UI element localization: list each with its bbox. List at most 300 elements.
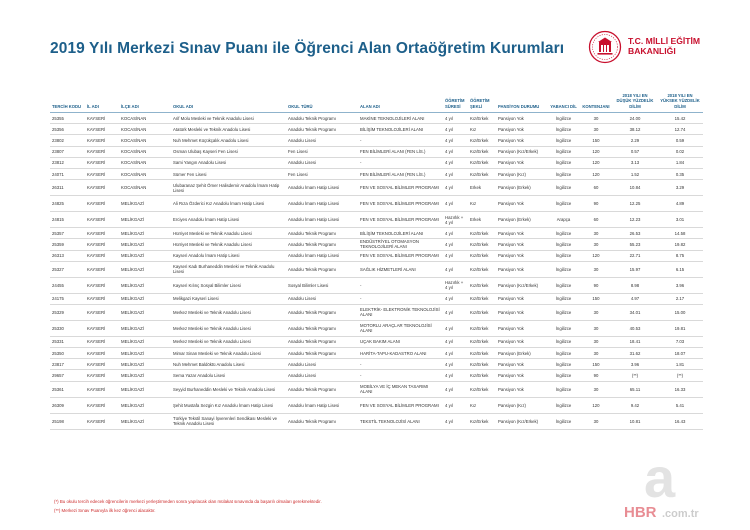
table-cell: İngilizce (548, 277, 579, 293)
table-cell: 19.82 (657, 239, 703, 250)
table-row (50, 168, 703, 179)
table-cell: İngilizce (548, 239, 579, 250)
table-cell: İngilizce (548, 413, 579, 429)
table-cell: Anadolu Teknik Programı (286, 228, 358, 239)
table-cell: Kız/Erkek (468, 304, 496, 320)
table-cell: İngilizce (548, 228, 579, 239)
page-title: 2019 Yılı Merkezi Sınav Puanı ile Öğrenci Alan Ortaöğretim Kurumları (50, 40, 565, 57)
table-cell: - (358, 157, 443, 168)
table-cell: Kız/Erkek (468, 135, 496, 146)
table-cell: FEN VE SOSYAL BİLİMLER PROGRAMI (358, 212, 443, 228)
table-cell: Pansiyon Yok (496, 228, 548, 239)
table-cell: Kız/Erkek (468, 348, 496, 359)
table-cell: Pansiyon (Kız/Erkek) (496, 413, 548, 429)
table-cell: 16.43 (657, 413, 703, 429)
table-cell: KAYSERİ (85, 196, 119, 212)
table-cell: UÇAK BAKIM ALANI (358, 336, 443, 347)
table-cell: Kayseri Anadolu İmam Hatip Lisesi (171, 250, 286, 261)
table-cell: 25350 (50, 348, 85, 359)
table-cell: 150 (579, 293, 613, 304)
table-cell: Anadolu Lisesi (286, 370, 358, 381)
table-cell: 26313 (50, 250, 85, 261)
table-cell: İngilizce (548, 381, 579, 397)
table-header-row (50, 85, 703, 113)
table-cell: Anadolu Teknik Programı (286, 261, 358, 277)
table-cell: Fen Lisesi (286, 168, 358, 179)
table-cell: Anadolu Teknik Programı (286, 413, 358, 429)
table-cell: 4 yıl (443, 413, 468, 429)
table-cell: 150 (579, 135, 613, 146)
table-cell: Kayseri Kılınç Sosyal Bilimler Lisesi (171, 277, 286, 293)
table-cell: 3.13 (613, 157, 657, 168)
table-body (50, 113, 703, 430)
table-cell: 8.98 (613, 277, 657, 293)
table-cell: 24071 (50, 168, 85, 179)
table-row (50, 228, 703, 239)
table-cell: KAYSERİ (85, 413, 119, 429)
footnote-mulakat: (*) Bu okulu tercih edecek öğrencilerin merkezi yerleştirmeden sonra yapılacak olan mülakat sınavında da başarılı olmaları gerekmektedir. (54, 499, 322, 504)
table-cell: KAYSERİ (85, 239, 119, 250)
table-cell: 4 yıl (443, 196, 468, 212)
column-header: ALAN ADI (358, 85, 443, 113)
table-cell: Anadolu Teknik Programı (286, 124, 358, 135)
table-row (50, 124, 703, 135)
column-header: 2018 YILI EN DÜŞÜK YÜZDELİK DİLİM (613, 85, 657, 113)
table-cell: - (358, 370, 443, 381)
table-cell: 2.17 (657, 293, 703, 304)
table-cell: KAYSERİ (85, 113, 119, 124)
table-cell: 3.96 (657, 277, 703, 293)
table-cell: Kız/Erkek (468, 146, 496, 157)
table-cell: 150 (579, 359, 613, 370)
table-cell: KOCASİNAN (119, 135, 171, 146)
table-cell: 0.02 (657, 146, 703, 157)
table-cell: Pansiyon Yok (496, 250, 548, 261)
table-cell: MELİKGAZİ (119, 348, 171, 359)
table-cell: 30 (579, 320, 613, 336)
table-cell: 23807 (50, 146, 85, 157)
table-cell: 4 yıl (443, 124, 468, 135)
table-row (50, 146, 703, 157)
table-cell: 65.11 (613, 381, 657, 397)
table-cell: Kayseri Kadı Burhaneddin Mesleki ve Teknik Anadolu Lisesi (171, 261, 286, 277)
table-cell: MELİKGAZİ (119, 277, 171, 293)
table-row (50, 212, 703, 228)
table-cell: 24815 (50, 212, 85, 228)
footnote-ilk-kez: (**) Merkezi Sınav Puanıyla ilk kez öğrenci alacaktır. (54, 508, 156, 513)
table-cell: - (358, 359, 443, 370)
table-cell: Arif Molu Mesleki ve Teknik Anadolu Lisesi (171, 113, 286, 124)
table-cell: 4 yıl (443, 113, 468, 124)
table-cell: 4 yıl (443, 180, 468, 196)
table-cell: MELİKGAZİ (119, 370, 171, 381)
table-cell: Kız/Erkek (468, 359, 496, 370)
table-cell: - (358, 293, 443, 304)
table-cell: KAYSERİ (85, 359, 119, 370)
table-cell: BİLİŞİM TEKNOLOJİLERİ ALANI (358, 228, 443, 239)
table-cell: MELİKGAZİ (119, 212, 171, 228)
table-cell: 4.89 (657, 196, 703, 212)
table-cell: Pansiyon Yok (496, 261, 548, 277)
table-cell: İngilizce (548, 293, 579, 304)
table-cell: FEN BİLİMLERİ ALANI (FEN LİS.) (358, 146, 443, 157)
table-cell: 38.12 (613, 124, 657, 135)
table-row (50, 196, 703, 212)
table-cell: (**) (657, 370, 703, 381)
table-cell: KAYSERİ (85, 212, 119, 228)
table-cell: Merkez Mesleki ve Teknik Anadolu Lisesi (171, 320, 286, 336)
table-cell: 24.00 (613, 113, 657, 124)
table-cell: Pansiyon Yok (496, 304, 548, 320)
table-cell: 55.23 (613, 239, 657, 250)
table-cell: Anadolu Lisesi (286, 135, 358, 146)
table-cell: Pansiyon (Kız/Erkek) (496, 277, 548, 293)
table-cell: Anadolu Teknik Programı (286, 304, 358, 320)
table-row (50, 261, 703, 277)
table-cell: KAYSERİ (85, 348, 119, 359)
table-cell: KAYSERİ (85, 304, 119, 320)
table-cell: 25359 (50, 239, 85, 250)
table-cell: 18.07 (657, 348, 703, 359)
table-row (50, 157, 703, 168)
table-cell: Mimar Sinan Mesleki ve Teknik Anadolu Lisesi (171, 348, 286, 359)
table-cell: Kız/Erkek (468, 370, 496, 381)
table-cell: KOCASİNAN (119, 146, 171, 157)
table-cell: İngilizce (548, 397, 579, 413)
table-cell: 4 yıl (443, 320, 468, 336)
table-cell: Anadolu İmam Hatip Lisesi (286, 212, 358, 228)
table-cell: 26311 (50, 180, 85, 196)
table-cell: Pansiyon Yok (496, 320, 548, 336)
table-cell: KAYSERİ (85, 180, 119, 196)
table-cell: MELİKGAZİ (119, 413, 171, 429)
table-cell: 30 (579, 381, 613, 397)
table-cell: - (358, 135, 443, 146)
table-cell: Kız/Erkek (468, 320, 496, 336)
table-cell: Erkek (468, 212, 496, 228)
table-cell: FEN VE SOSYAL BİLİMLER PROGRAMI (358, 196, 443, 212)
table-cell: 25361 (50, 381, 85, 397)
column-header: OKUL ADI (171, 85, 286, 113)
table-cell: Kız (468, 124, 496, 135)
table-cell: MELİKGAZİ (119, 336, 171, 347)
column-header: 2018 YILI EN YÜKSEK YÜZDELİK DİLİM (657, 85, 703, 113)
table-cell: 4 yıl (443, 261, 468, 277)
table-cell: Anadolu İmam Hatip Lisesi (286, 180, 358, 196)
table-cell: Anadolu Teknik Programı (286, 348, 358, 359)
table-cell: Anadolu Teknik Programı (286, 336, 358, 347)
table-cell: 10.84 (613, 180, 657, 196)
table-cell: 4 yıl (443, 228, 468, 239)
table-cell: 25198 (50, 413, 85, 429)
table-cell: 25327 (50, 261, 85, 277)
table-cell: KOCASİNAN (119, 113, 171, 124)
table-cell: İngilizce (548, 304, 579, 320)
table-cell: 60 (579, 212, 613, 228)
table-cell: Pansiyon Yok (496, 196, 548, 212)
table-cell: Pansiyon Yok (496, 124, 548, 135)
table-cell: 30 (579, 228, 613, 239)
table-cell: 90 (579, 196, 613, 212)
table-cell: 10.81 (613, 413, 657, 429)
table-cell: Kız/Erkek (468, 277, 496, 293)
column-header: YABANCI DİL (548, 85, 579, 113)
table-cell: 0.59 (657, 135, 703, 146)
table-cell: KOCASİNAN (119, 124, 171, 135)
table-cell: 3.29 (657, 180, 703, 196)
table-cell: İngilizce (548, 336, 579, 347)
table-cell: 120 (579, 168, 613, 179)
table-cell: KAYSERİ (85, 370, 119, 381)
table-cell: 30 (579, 124, 613, 135)
table-cell: Kız/Erkek (468, 239, 496, 250)
table-cell: 30 (579, 239, 613, 250)
table-cell: 25356 (50, 124, 85, 135)
table-cell: MOTORLU ARAÇLAR TEKNOLOJİSİ ALANI (358, 320, 443, 336)
table-cell: 4 yıl (443, 304, 468, 320)
table-cell: MELİKGAZİ (119, 359, 171, 370)
column-header: ÖĞRETİM ŞEKLİ (468, 85, 496, 113)
table-cell: 12.74 (657, 124, 703, 135)
table-cell: Pansiyon Yok (496, 239, 548, 250)
table-cell: MOBİLYA VE İÇ MEKAN TASARIMI ALANI (358, 381, 443, 397)
table-cell: Hürriyet Mesleki ve Teknik Anadolu Lisesi (171, 239, 286, 250)
table-cell: İngilizce (548, 168, 579, 179)
table-cell: 40.53 (613, 320, 657, 336)
table-cell: 120 (579, 146, 613, 157)
watermark-suffix: .com.tr (662, 508, 699, 520)
table-row (50, 359, 703, 370)
table-cell: Osman Ulubaş Kayseri Fen Lisesi (171, 146, 286, 157)
table-cell: 30 (579, 413, 613, 429)
table-cell: Anadolu Teknik Programı (286, 381, 358, 397)
table-row (50, 370, 703, 381)
table-cell: 4 yıl (443, 348, 468, 359)
table-cell: Ulubaranaz Şehit Ömer Halisdemir Anadolu İmam Hatip Lisesi (171, 180, 286, 196)
table-cell: 23812 (50, 157, 85, 168)
table-cell: ENDÜSTRİYEL OTOMASYON TEKNOLOJİLERİ ALANI (358, 239, 443, 250)
table-cell: İngilizce (548, 180, 579, 196)
hbr-watermark (624, 446, 734, 530)
table-cell: 22.71 (613, 250, 657, 261)
table-cell: Kız/Erkek (468, 381, 496, 397)
table-cell: 1.81 (657, 359, 703, 370)
ministry-name-line1: T.C. MİLLİ EĞİTİM (628, 36, 701, 46)
ministry-logo (588, 30, 708, 66)
table-cell: 9.42 (613, 397, 657, 413)
table-cell: ELEKTRİK- ELEKTRONİK TEKNOLOJİSİ ALANI (358, 304, 443, 320)
table-cell: KAYSERİ (85, 146, 119, 157)
table-row (50, 413, 703, 429)
table-cell: 4 yıl (443, 135, 468, 146)
table-cell: 23802 (50, 135, 85, 146)
table-cell: 1.52 (613, 168, 657, 179)
table-cell: Kız/Erkek (468, 261, 496, 277)
table-cell: 18.41 (613, 336, 657, 347)
table-cell: 90 (579, 370, 613, 381)
schools-table (50, 85, 703, 430)
table-cell: 7.03 (657, 336, 703, 347)
table-cell: 4.97 (613, 293, 657, 304)
table-cell: Kız/Erkek (468, 293, 496, 304)
table-row (50, 293, 703, 304)
table-cell: Nuh Mehmet Küçükçalık Anadolu Lisesi (171, 135, 286, 146)
table-row (50, 239, 703, 250)
table-cell: 4 yıl (443, 397, 468, 413)
table-cell: İngilizce (548, 261, 579, 277)
table-cell: 4 yıl (443, 336, 468, 347)
table-cell: Pansiyon (Erkek) (496, 180, 548, 196)
table-cell: Hazırlık + 4 yıl (443, 277, 468, 293)
table-cell: 16.33 (657, 381, 703, 397)
table-cell: HARİTA-TAPU-KADASTRO ALANI (358, 348, 443, 359)
table-cell: KAYSERİ (85, 320, 119, 336)
table-cell: 120 (579, 157, 613, 168)
table-cell: İngilizce (548, 370, 579, 381)
table-cell: Türkiye Tekstil Sanayi İşverenleri Sendikası Mesleki ve Teknik Anadolu Lisesi (171, 413, 286, 429)
table-cell: 4 yıl (443, 146, 468, 157)
table-row (50, 277, 703, 293)
table-cell: Merkez Mesleki ve Teknik Anadolu Lisesi (171, 304, 286, 320)
table-cell: KOCASİNAN (119, 157, 171, 168)
table-cell: 4 yıl (443, 381, 468, 397)
table-row (50, 135, 703, 146)
table-cell: 120 (579, 397, 613, 413)
table-cell: Sümer Fen Lisesi (171, 168, 286, 179)
table-cell: KAYSERİ (85, 124, 119, 135)
table-cell: 30 (579, 336, 613, 347)
table-cell: Hürriyet Mesleki ve Teknik Anadolu Lisesi (171, 228, 286, 239)
table-cell: 4 yıl (443, 168, 468, 179)
table-cell: KAYSERİ (85, 277, 119, 293)
table-cell: 90 (579, 277, 613, 293)
table-cell: Pansiyon (Kız) (496, 397, 548, 413)
table-cell: KOCASİNAN (119, 168, 171, 179)
table-cell: Anadolu Teknik Programı (286, 239, 358, 250)
table-cell: Fen Lisesi (286, 146, 358, 157)
column-header: İL ADI (85, 85, 119, 113)
table-cell: Pansiyon Yok (496, 113, 548, 124)
table-cell: 4 yıl (443, 157, 468, 168)
table-row (50, 397, 703, 413)
table-cell: Anadolu Teknik Programı (286, 113, 358, 124)
table-cell: FEN VE SOSYAL BİLİMLER PROGRAMI (358, 250, 443, 261)
table-cell: 4 yıl (443, 293, 468, 304)
column-header: TERCİH KODU (50, 85, 85, 113)
table-cell: 30 (579, 261, 613, 277)
table-cell: İngilizce (548, 157, 579, 168)
table-cell: 25329 (50, 304, 85, 320)
table-cell: 30 (579, 348, 613, 359)
table-cell: Anadolu Teknik Programı (286, 320, 358, 336)
table-cell: Pansiyon Yok (496, 157, 548, 168)
table-cell: İngilizce (548, 113, 579, 124)
table-cell: 25330 (50, 320, 85, 336)
table-cell: Atatürk Mesleki ve Teknik Anadolu Lisesi (171, 124, 286, 135)
table-cell: Kız/Erkek (468, 228, 496, 239)
table-cell: MELİKGAZİ (119, 196, 171, 212)
table-cell: Pansiyon (Kız/Erkek) (496, 146, 548, 157)
table-cell: KAYSERİ (85, 261, 119, 277)
table-cell: İngilizce (548, 135, 579, 146)
table-cell: FEN VE SOSYAL BİLİMLER PROGRAMI (358, 180, 443, 196)
table-row (50, 304, 703, 320)
table-cell: Şehit Mustafa Sezgin Kız Anadolu İmam Hatip Lisesi (171, 397, 286, 413)
table-row (50, 113, 703, 124)
column-header: ÖĞRETİM SÜRESİ (443, 85, 468, 113)
table-cell: 29657 (50, 370, 85, 381)
table-cell: Sami Yangın Anadolu Lisesi (171, 157, 286, 168)
table-cell: Anadolu İmam Hatip Lisesi (286, 397, 358, 413)
table-cell: 4 yıl (443, 239, 468, 250)
table-cell: Pansiyon Yok (496, 370, 548, 381)
table-cell: Pansiyon Yok (496, 293, 548, 304)
table-cell: 0.57 (613, 146, 657, 157)
column-header: İLÇE ADI (119, 85, 171, 113)
table-cell: 5.41 (657, 397, 703, 413)
table-cell: 4 yıl (443, 359, 468, 370)
table-cell: (**) (613, 370, 657, 381)
column-header: PANSİYON DURUMU (496, 85, 548, 113)
table-cell: 25357 (50, 228, 85, 239)
table-cell: MAKİNE TEKNOLOJİLERİ ALANI (358, 113, 443, 124)
table-cell: Anadolu Lisesi (286, 157, 358, 168)
table-cell: İngilizce (548, 124, 579, 135)
table-cell: TEKSTİL TEKNOLOJİSİ ALANI (358, 413, 443, 429)
table-cell: Kız/Erkek (468, 413, 496, 429)
table-cell: Nuh Mehmet Baldöktü Anadolu Lisesi (171, 359, 286, 370)
table-cell: Pansiyon Yok (496, 135, 548, 146)
watermark-brand: HBR (624, 504, 657, 521)
table-cell: 26.53 (613, 228, 657, 239)
ministry-name-line2: BAKANLIĞI (628, 46, 676, 56)
watermark-letter: a (644, 446, 676, 509)
table-cell: KAYSERİ (85, 397, 119, 413)
table-cell: İngilizce (548, 320, 579, 336)
table-cell: 24825 (50, 196, 85, 212)
table-cell: Pansiyon (Erkek) (496, 212, 548, 228)
table-row (50, 250, 703, 261)
table-cell: MELİKGAZİ (119, 250, 171, 261)
table-cell: Merkez Mesleki ve Teknik Anadolu Lisesi (171, 336, 286, 347)
table-cell: Pansiyon (Erkek) (496, 348, 548, 359)
table-cell: FEN BİLİMLERİ ALANI (FEN LİS.) (358, 168, 443, 179)
table-cell: 30 (579, 113, 613, 124)
table-cell: Anadolu Lisesi (286, 293, 358, 304)
ministry-name (628, 36, 700, 56)
table-cell: Pansiyon Yok (496, 381, 548, 397)
table-cell: 14.58 (657, 228, 703, 239)
table-cell: KAYSERİ (85, 293, 119, 304)
table-cell: MELİKGAZİ (119, 304, 171, 320)
table-cell: 4 yıl (443, 370, 468, 381)
table-cell: KAYSERİ (85, 381, 119, 397)
table-cell: MELİKGAZİ (119, 397, 171, 413)
table-cell: 31.62 (613, 348, 657, 359)
table-cell: Anadolu Lisesi (286, 359, 358, 370)
table-cell: İngilizce (548, 359, 579, 370)
table-row (50, 180, 703, 196)
table-cell: KAYSERİ (85, 336, 119, 347)
table-cell: Seyyid Burhaneddin Mesleki ve Teknik Anadolu Lisesi (171, 381, 286, 397)
table-cell: Pansiyon (Kız) (496, 168, 548, 179)
table-cell: Sosyal Bilimler Lisesi (286, 277, 358, 293)
table-cell: MELİKGAZİ (119, 239, 171, 250)
table-cell: İngilizce (548, 196, 579, 212)
table-cell: MELİKGAZİ (119, 228, 171, 239)
table-cell: Arapça (548, 212, 579, 228)
table-cell: KAYSERİ (85, 157, 119, 168)
